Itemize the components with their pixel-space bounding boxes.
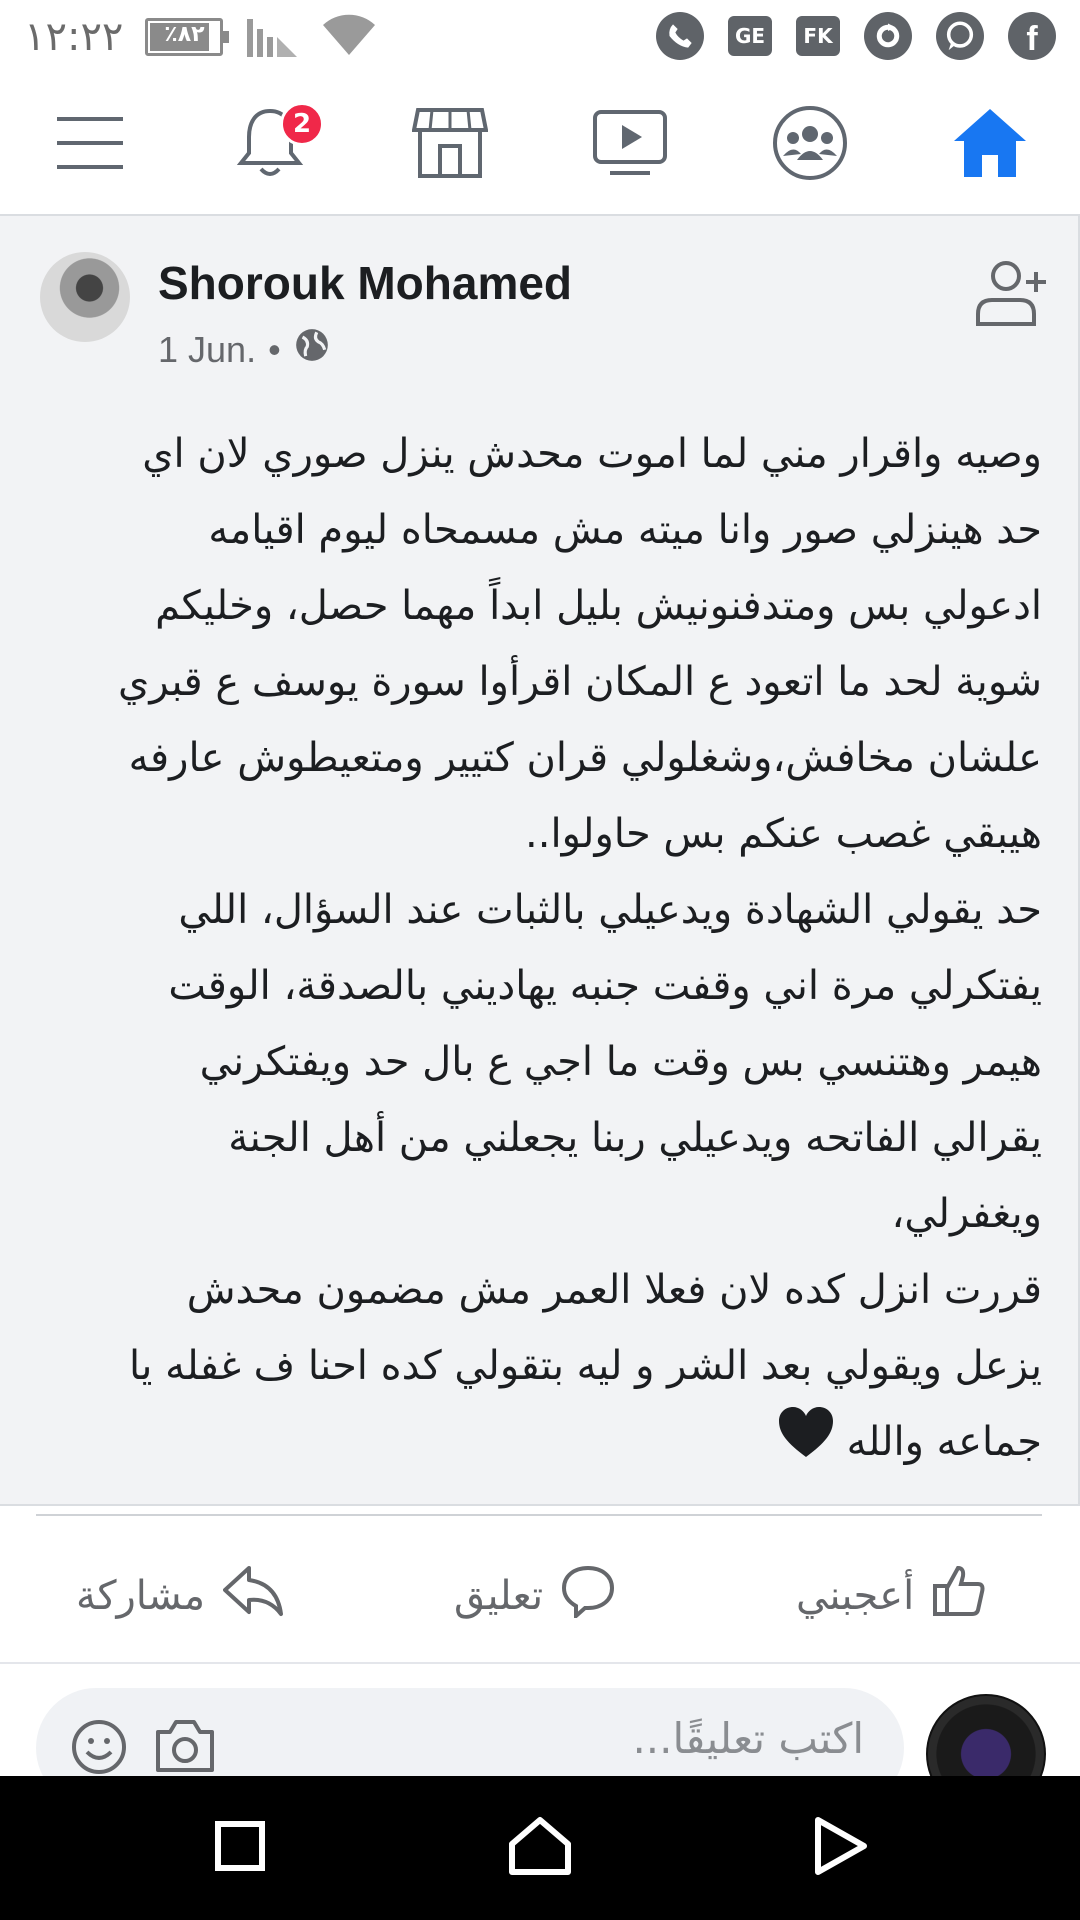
system-navigation-bar	[0, 1776, 1080, 1920]
post-text	[32, 416, 1042, 1484]
comment-input[interactable]	[36, 1688, 904, 1776]
emoji-icon[interactable]	[70, 1718, 128, 1776]
groups-icon	[771, 104, 849, 182]
post-line: وصيه واقرار مني لما اموت محدش ينزل صوري لان اي	[142, 431, 1042, 477]
meta-separator: •	[268, 328, 281, 370]
battery-percent: ٪٨٢	[164, 22, 205, 47]
post-meta	[158, 326, 331, 373]
comment-icon	[561, 1564, 615, 1628]
share-label: مشاركة	[76, 1573, 206, 1619]
post-line: هيبقي غصب عنكم بس حاولوا..	[525, 811, 1042, 857]
back-triangle-icon	[812, 1816, 868, 1880]
clock: ١٢:٢٢	[24, 14, 124, 60]
refresh-icon	[864, 12, 912, 60]
post-line: يفتكرلي مرة اني وقفت جنبه يهاديني بالصدقة، الوقت	[168, 963, 1042, 1009]
watch-tab[interactable]	[540, 72, 720, 214]
post-actions	[0, 1530, 1080, 1664]
home-tab[interactable]	[900, 72, 1080, 214]
signal-icon	[245, 11, 299, 63]
wifi-icon	[321, 11, 377, 63]
android-home-icon	[508, 1816, 572, 1880]
thumbs-up-icon	[932, 1564, 986, 1628]
share-icon	[223, 1564, 283, 1628]
groups-tab[interactable]	[720, 72, 900, 214]
black-heart-icon	[777, 1405, 835, 1484]
post-line: حد يقولي الشهادة ويدعيلي بالثبات عند السؤال، اللي	[178, 887, 1042, 933]
recents-button[interactable]	[204, 1812, 276, 1884]
share-button[interactable]	[76, 1530, 283, 1662]
camera-icon[interactable]	[154, 1718, 216, 1776]
comment-button[interactable]	[454, 1530, 615, 1662]
comment-composer	[0, 1664, 1080, 1776]
facebook-icon: f	[1008, 12, 1056, 60]
post-line: يزعل ويقولي بعد الشر و ليه بتقولي كده احنا ف غفله يا	[129, 1343, 1042, 1389]
current-user-avatar[interactable]	[926, 1694, 1046, 1776]
status-bar	[0, 0, 1080, 72]
watch-icon	[592, 109, 668, 177]
post-line: يقرالي الفاتحه ويدعيلي ربنا يجعلني من أهل الجنة	[228, 1115, 1042, 1161]
add-friend-icon	[972, 317, 1052, 336]
fk-app-icon: FK	[796, 16, 840, 56]
comment-label: تعليق	[454, 1573, 544, 1619]
post-date[interactable]: 1 Jun.	[158, 328, 257, 370]
post-line: هيمر وهتنسي بس وقت ما اجي ع بال حد ويفتكرني	[199, 1039, 1042, 1085]
post-line: ويغفرلي،	[891, 1191, 1042, 1237]
notification-badge: 2	[280, 102, 324, 146]
post-line: ادعولي بس ومتدفنونيش بليل ابداً مهما حصل، وخليكم	[155, 583, 1042, 629]
back-button[interactable]	[804, 1812, 876, 1884]
home-icon	[952, 107, 1028, 179]
author-name[interactable]: Shorouk Mohamed	[158, 257, 573, 309]
post-last-line	[32, 1404, 1042, 1484]
post-line: علشان مخافش،وشغلولي قران كتيير ومتعيطوش عارفه	[128, 735, 1042, 781]
phone-icon	[656, 12, 704, 60]
menu-icon	[55, 113, 125, 173]
globe-icon	[293, 326, 331, 373]
marketplace-icon	[412, 106, 488, 180]
top-navigation	[0, 72, 1080, 216]
whatsapp-icon	[936, 12, 984, 60]
post-line: شوية لحد ما اتعود ع المكان اقرأوا سورة يوسف ع قبري	[118, 659, 1042, 705]
divider	[36, 1514, 1042, 1516]
add-friend-button[interactable]	[972, 252, 1052, 336]
post-line: حد هينزلي صور وانا ميته مش مسمحاه ليوم اقيامه	[208, 507, 1042, 553]
ge-app-icon: GE	[728, 16, 772, 56]
post-line: قررت انزل كده لان فعلا العمر مش مضمون محدش	[186, 1267, 1042, 1313]
battery-icon	[145, 18, 223, 56]
home-nav-button[interactable]	[504, 1812, 576, 1884]
recents-icon	[214, 1820, 266, 1876]
author-avatar[interactable]	[40, 252, 130, 342]
post-line: جماعه والله	[846, 1419, 1042, 1465]
like-label: أعجبني	[796, 1573, 915, 1619]
post-card	[0, 216, 1080, 1506]
marketplace-tab[interactable]	[360, 72, 540, 214]
menu-button[interactable]	[0, 72, 180, 214]
like-button[interactable]	[796, 1530, 986, 1662]
notifications-tab[interactable]	[180, 72, 360, 214]
comment-placeholder: اكتب تعليقًا...	[632, 1714, 864, 1763]
